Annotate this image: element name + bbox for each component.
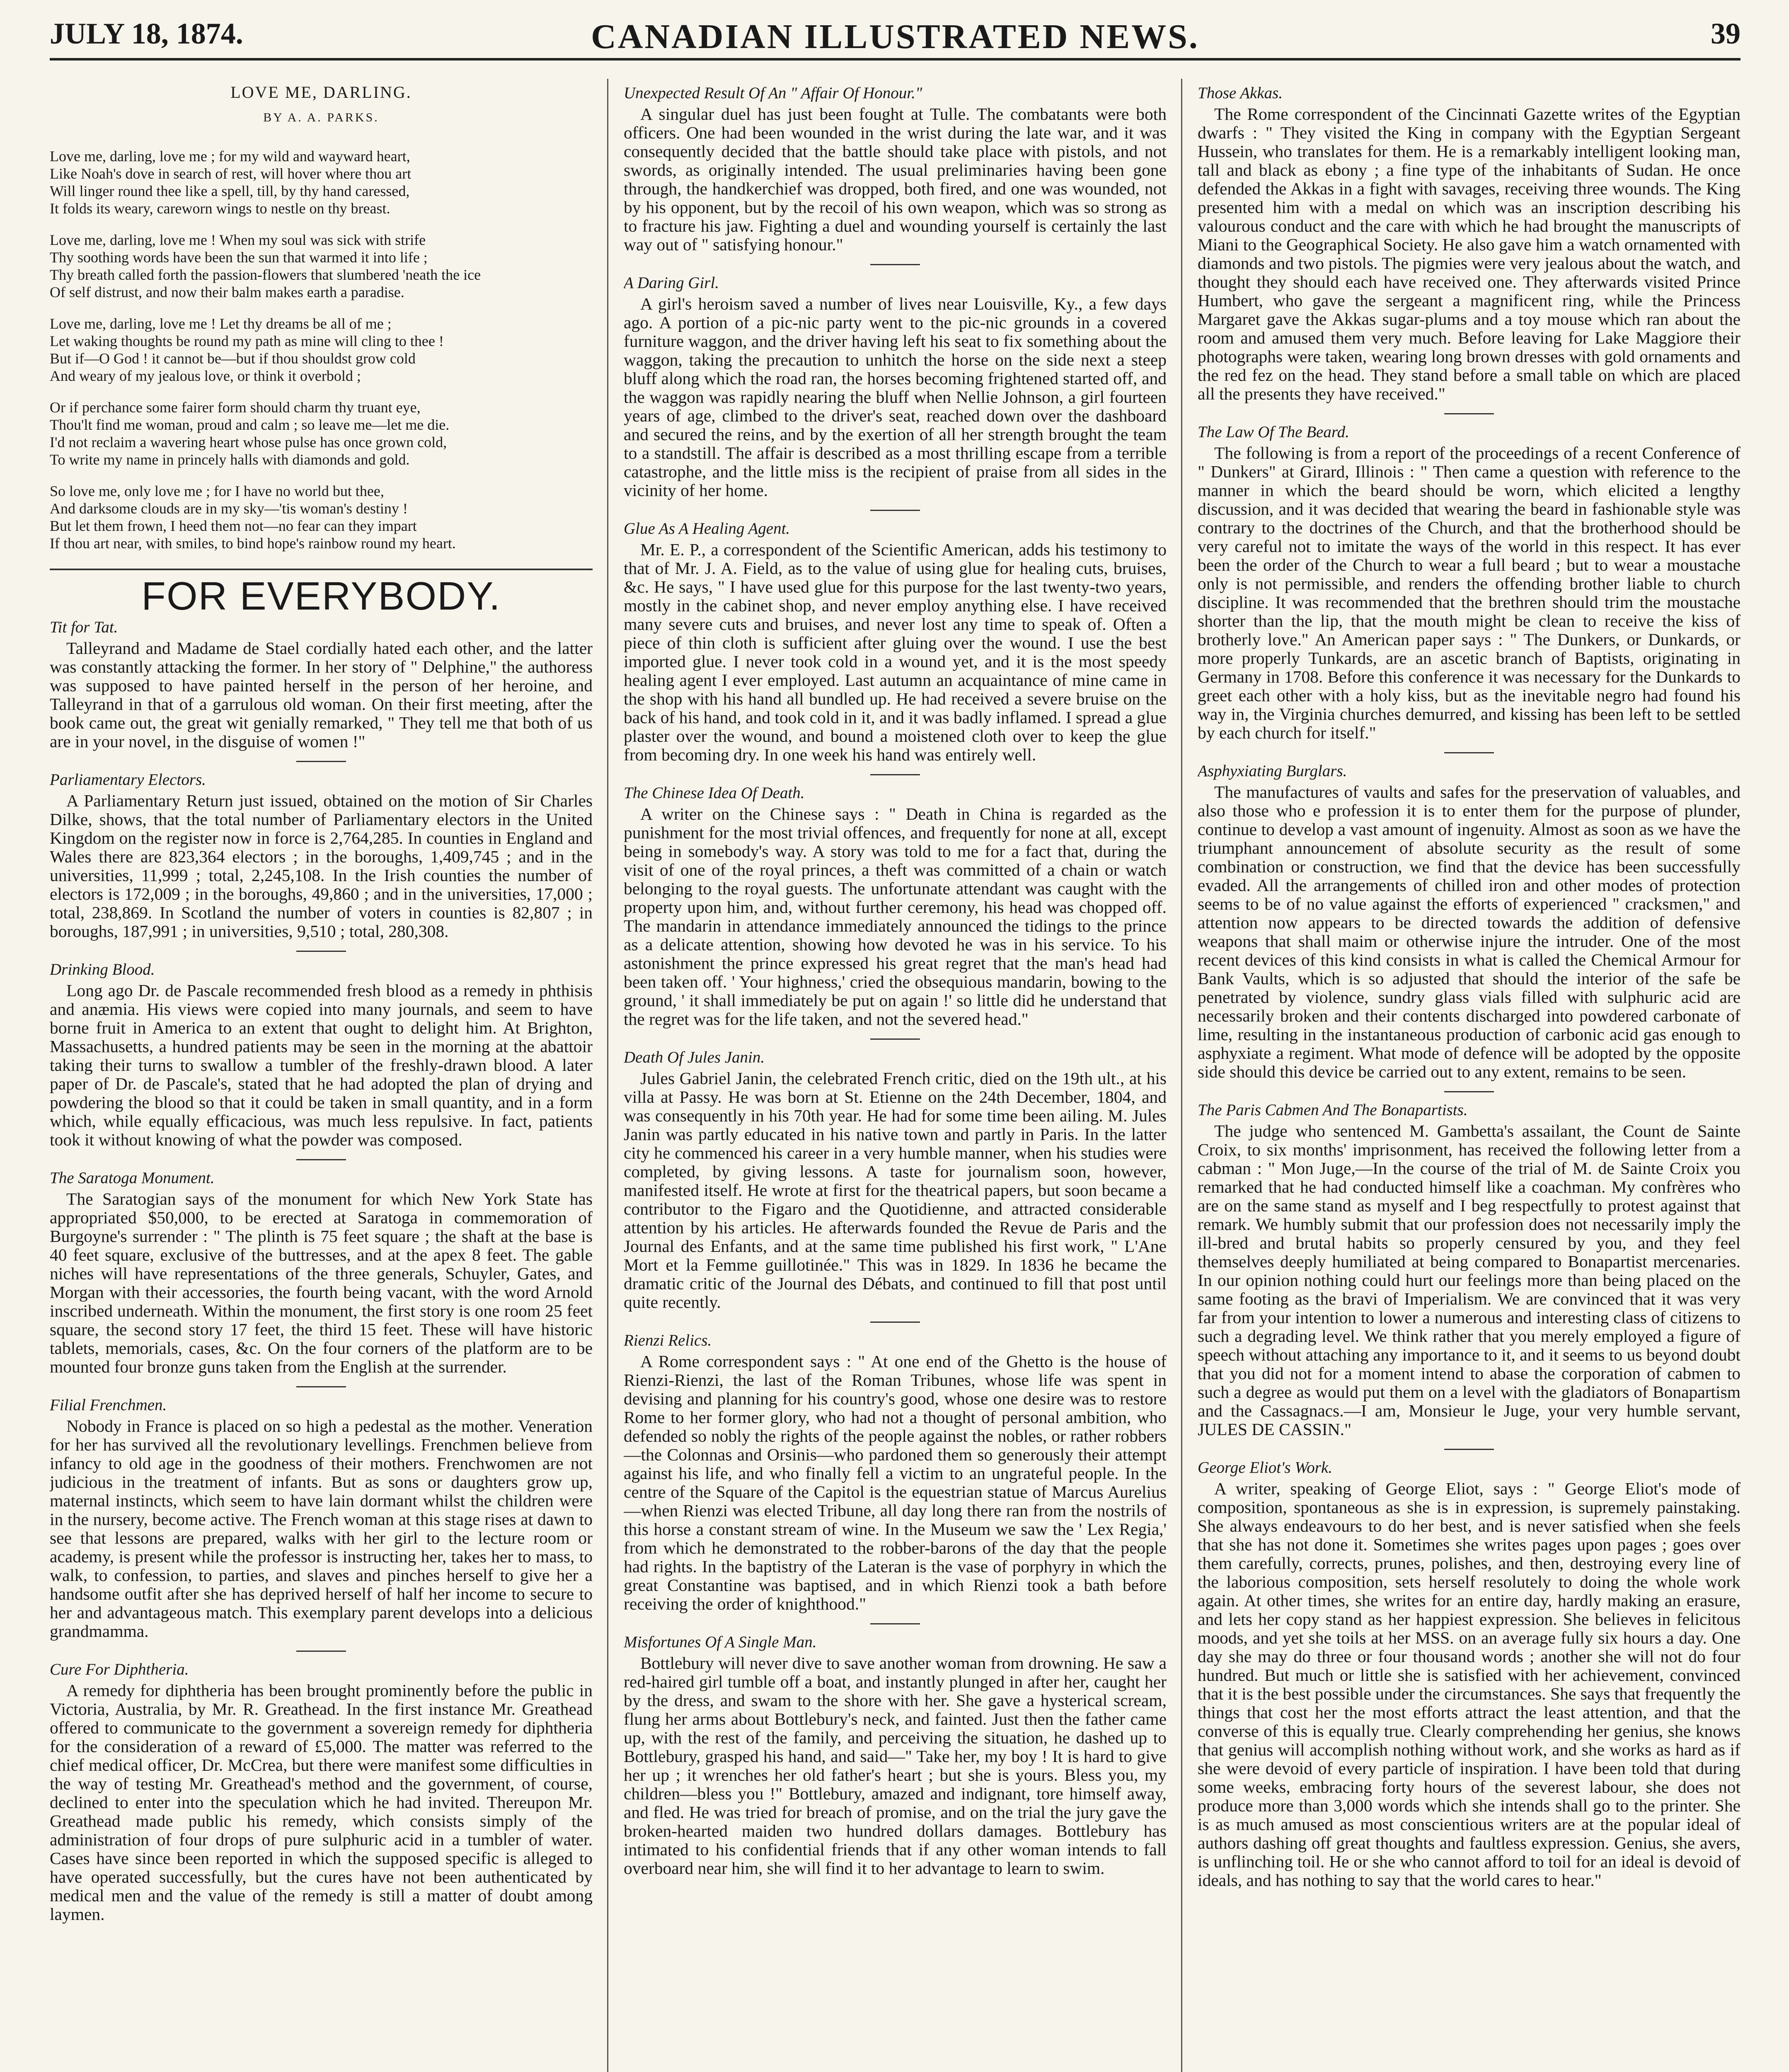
article-separator (870, 264, 920, 265)
poem-stanza (50, 315, 593, 385)
article-title: George Eliot's Work. (1198, 1459, 1333, 1477)
column-divider (1181, 79, 1182, 2072)
poem-stanza (50, 231, 593, 301)
article-title: Cure For Diphtheria. (50, 1661, 189, 1678)
article-list (50, 618, 593, 1924)
article-separator (1444, 752, 1494, 753)
article-separator (870, 1038, 920, 1040)
poem-line: Let waking thoughts be round my path as mine will cling to thee ! (50, 333, 444, 349)
article-body: Bottlebury will never dive to save another woman from drowning. He saw a red-haired girl tumble off a boat, and instantly plunged in after her, caught her by the dress, and swam to the shore with her. She gave a hysterical scream, flung her arms about Bottlebury's neck, and fainted. Just then the father came up, with the rest of the family, and perceiving the situation, he dashed up to Bottlebury, grasped his hand, and said—" Take her, my boy ! It is hard to give her up ; it wrenches her old father's heart ; but she is yours. Bless you, my children—bless you !" Bottlebury, amazed and indignant, tore himself away, and fled. He was tried for breach of promise, and on the trial the jury gave the broken-hearted maiden two hundred dollars damages. Bottlebury has intimated to his confidential friends that if any other woman intends to fall overboard near him, she will find it to her advantage to learn to swim. (624, 1653, 1167, 1878)
column-2 (624, 79, 1167, 2072)
article (624, 519, 1167, 764)
poem-line: Of self distrust, and now their balm makes earth a paradise. (50, 284, 404, 300)
article-title: The Saratoga Monument. (50, 1169, 215, 1187)
article-title: Unexpected Result Of An " Affair Of Honour." (624, 84, 922, 102)
article-title: A Daring Girl. (624, 274, 719, 292)
poem-stanza (50, 148, 593, 217)
article-body: The Saratogian says of the monument for which New York State has appropriated $50,000, to be erected at Saratoga in commemoration of Burgoyne's surrender : " The plinth is 75 feet square ; the shaft at the base is 40 feet square, exclusive of the buttresses, and at the apex 8 feet. The gable niches will have representations of the three generals, Schuyler, Gates, and Morgan with their accessories, the fourth being vacant, with the word Arnold inscribed underneath. Within the monument, the first story is one room 25 feet square, the second story 17 feet, the third 15 feet. These will have historic tablets, memorials, cases, &c. On the four corners of the platform are to be mounted four bronze guns taken from the English at the surrender. (50, 1189, 593, 1376)
poem-line: Like Noah's dove in search of rest, will hover where thou art (50, 165, 412, 182)
article-separator (1444, 1091, 1494, 1092)
article-separator (296, 761, 346, 762)
article-body: Talleyrand and Madame de Stael cordially hated each other, and the latter was constantly attacking the former. In her story of " Delphine," the authoress was supposed to have painted herself in the person of her heroine, and Talleyrand in that of a garrulous old woman. On their first meeting, after the book came out, the great wit genially remarked, " They tell me that both of us are in your novel, in the disguise of women !" (50, 639, 593, 751)
article (1198, 84, 1741, 403)
poem-line: And darksome clouds are in my sky—'tis woman's destiny ! (50, 500, 408, 517)
article-body: Nobody in France is placed on so high a pedestal as the mother. Veneration for her has survived all the revolutionary levellings. Frenchmen believe from infancy to old age in the goodness of their mothers. Frenchwomen are not judicious in the treatment of infants. But as sons or daughters grow up, maternal instincts, which seem to have lain dormant whilst the children were in the nursery, become active. The French woman at this stage rises at dawn to see that lessons are prepared, walks with her girl to the lecture room or academy, is present while the professor is instructing her, takes her to mass, to walk, to confession, to parties, and slaves and pinches herself to give her a handsome outfit after she has deprived herself of half her income to secure to her and advantageous match. This exemplary parent develops into a delicious grandmamma. (50, 1416, 593, 1641)
article-title: Glue As A Healing Agent. (624, 520, 790, 537)
article (624, 784, 1167, 1029)
poem-line: Love me, darling, love me ! When my soul was sick with strife (50, 232, 426, 248)
article-separator (870, 774, 920, 775)
poem-line: It folds its weary, careworn wings to nestle on thy breast. (50, 200, 390, 217)
article-body: The Rome correspondent of the Cincinnati Gazette writes of the Egyptian dwarfs : " They visited the King in company with the Egyptian Sergeant Hussein, who translates for them. He is a remarkably intelligent looking man, tall and black as ebony ; a fine type of the inhabitants of Sudan. He once defended the Akkas in a fight with savages, receiving three wounds. The King presented him with a medal on which was an inscription describing his valourous conduct and the care with which he had brought the manuscripts of Miani to the Geographical Society. He also gave him a watch ornamented with diamonds and two pistols. The pigmies were very jealous about the watch, and thought they should each have received one. They afterwards visited Prince Humbert, who gave the sergeant a magnificent ring, while the Princess Margaret gave the Akkas sugar-plums and a toy mouse which ran about the room and amused them very much. Before leaving for Lake Maggiore their photographs were taken, wearing long brown dresses with gold ornaments and the red fez on the head. They stand before a small table on which are placed all the presents they have received." (1198, 104, 1741, 403)
article-title: Drinking Blood. (50, 961, 155, 978)
poem-line: Thy breath called forth the passion-flowers that slumbered 'neath the ice (50, 266, 481, 283)
article (50, 618, 593, 751)
article-body: The judge who sentenced M. Gambetta's assailant, the Count de Sainte Croix, to six months' imprisonment, has received the following letter from a cabman : " Mon Juge,—In the course of the trial of M. de Sainte Croix you remarked that he had conducted himself like a coachman. My confrères who are on the same stand as myself and I beg respectfully to protest against that remark. We humbly submit that our profession does not necessarily imply the ill-bred and brutal habits so properly censured by you, and they feel themselves deeply humiliated at being compared to Bonapartist mercenaries. In our opinion nothing could hurt our feelings more than being placed on the same footing as the bravi of Imperialism. We are convinced that it was very far from your intention to lower a numerous and interesting class of citizens to such a degrading level. We think rather that you merely employed a figure of speech without attaching any importance to it, and it seems to us beyond doubt that you did not for a moment intend to abase the corporation of cabmen to such a degree as would put them on a level with the gladiators of Bonapartism and the Cassagnacs.—I am, Monsieur le Juge, your very humble servant, JULES DE CASSIN." (1198, 1121, 1741, 1439)
article-separator (296, 1159, 346, 1160)
article-body: The manufactures of vaults and safes for the preservation of valuables, and also those who e profession it is to enter them for the purpose of plunder, continue to develop a vast amount of ingenuity. Almost as soon as we have the triumphant announcement of absolute security as the result of some combination or construction, we find that the device has been successfully evaded. All the arrangements of chilled iron and other modes of protection seems to be of no value against the efforts of experienced " cracksmen," and attention now appears to be directed towards the addition of defensive weapons that shall maim or otherwise injure the intruder. One of the most recent devices of this kind consists in what is called the Chemical Armour for Bank Vaults, which is so adjusted that should the interior of the safe be penetrated by violence, sundry glass vials filled with sulphuric acid are necessarily broken and their contents discharged into powdered carbonate of lime, resulting in the instantaneous production of carbonic acid gas enough to asphyxiate a regiment. What mode of defence will be adopted by the opposite side should this device be carried out to any extent, remains to be seen. (1198, 782, 1741, 1081)
article-body: A singular duel has just been fought at Tulle. The combatants were both officers. One had been wounded in the wrist during the late war, and it was consequently decided that the battle should take place with pistols, and not swords, as originally intended. The usual preliminaries having been gone through, the handkerchief was dropped, both fired, and one was wounded, not by his opponent, but by the recoil of his own weapon, which was so strong as to fracture his jaw. Fighting a duel and wounding yourself is certainly the last way out of " satisfying honour." (624, 104, 1167, 254)
article (50, 1169, 593, 1376)
article (624, 274, 1167, 500)
poem-line: So love me, only love me ; for I have no world but thee, (50, 483, 384, 499)
article-title: Asphyxiating Burglars. (1198, 762, 1347, 780)
article-title: Parliamentary Electors. (50, 771, 206, 789)
article-separator (870, 1623, 920, 1624)
newspaper-title: CANADIAN ILLUSTRATED NEWS. (591, 17, 1199, 56)
poem-line: Thou'lt find me woman, proud and calm ; so leave me—let me die. (50, 416, 450, 433)
article (1198, 423, 1741, 742)
article-body: A Rome correspondent says : " At one end of the Ghetto is the house of Rienzi-Rienzi, the last of the Roman Tribunes, whose life was spent in devising and planning for his country's good, whose one desire was to restore Rome to her former glory, who had not a thought of personal ambition, who defended so nobly the rights of the people against the nobles, or rather robbers—the Colonnas and Orsinis—who pardoned them so generously their attempt against his life, and who finally fell a victim to an ungrateful people. In the centre of the Square of the Capitol is the equestrian statue of Marcus Aurelius—when Rienzi was elected Tribune, all day long there ran from the nostrils of this horse a constant stream of wine. In the Museum we saw the ' Lex Regia,' from which he demonstrated to the robber-barons of the day that the people had rights. In the baptistry of the Lateran is the vase of porphyry in which the great Constantine was baptised, and in which Rienzi took a bath before receiving the order of knighthood." (624, 1352, 1167, 1613)
article-title: Filial Frenchmen. (50, 1396, 167, 1414)
column-3 (1198, 79, 1741, 2072)
poem-title: LOVE ME, DARLING. (230, 83, 412, 102)
article-body: Jules Gabriel Janin, the celebrated French critic, died on the 19th ult., at his villa at Passy. He was born at St. Etienne on the 24th December, 1804, and was consequently in his 70th year. He had for some time been ailing. M. Jules Janin was partly educated in his native town and partly in Paris. In the latter city he commenced his career in a very humble manner, when his studies were completed, by giving lessons. A taste for journalism soon, however, manifested itself. He wrote at first for the theatrical papers, but soon became a contributor to the Figaro and the Quotidienne, and attracted considerable attention by his articles. He afterwards founded the Revue de Paris and the Journal des Enfants, and at the same time published his first work, " L'Ane Mort et la Femme guillotinée." This was in 1829. In 1836 he became the dramatic critic of the Journal des Débats, and continued to fill that post until quite recently. (624, 1069, 1167, 1312)
article-title: The Chinese Idea Of Death. (624, 784, 805, 802)
article-body: A girl's heroism saved a number of lives near Louisville, Ky., a few days ago. A portion of a pic-nic party went to the pic-nic grounds in a covered furniture waggon, and the driver having left his seat to fix something about the waggon, taking the precaution to unhitch the horse on the side next a steep bluff along which the road ran, the horses becoming frightened started off, and the waggon was rapidly nearing the bluff when Nellie Johnson, a girl fourteen years of age, climbed to the driver's seat, reached down over the dashboard and secured the reins, and by the exertion of all her strength brought the team to a standstill. The affair is described as a most thrilling escape from a terrible catastrophe, and the little miss is the recipient of praise from all sides in the vicinity of her home. (624, 294, 1167, 500)
article-body: The following is from a report of the proceedings of a recent Conference of " Dunkers" at Girard, Illinois : " Then came a question with reference to the manner in which the beard should be worn, which elicited a lengthy discussion, and it was decided that wearing the beard in fashionable style was contrary to the doctrines of the Church, and that the brotherhood should be very careful not to imitate the ways of the world in this respect. It has ever been the order of the Church to wear a full beard ; but to wear a moustache only is not permissible, and renders the offending brother liable to church discipline. It was recommended that the brethren should trim the moustache shorter than the lip, that the mouth might be clean to receive the kiss of brotherly love." An American paper says : " The Dunkers, or Dunkards, or more properly Tunkards, are an ascetic branch of Baptists, originating in Germany in 1708. Before this conference it was necessary for the Dunkards to greet each other with a holy kiss, but as the inevitable negro had found his way in, the Virginia churches demurred, and kissing has been left to be settled by each church for itself." (1198, 443, 1741, 742)
article (50, 770, 593, 941)
article (1198, 762, 1741, 1081)
poem-line: Love me, darling, love me ; for my wild and wayward heart, (50, 148, 410, 165)
article-body: A Parliamentary Return just issued, obtained on the motion of Sir Charles Dilke, shows, that the total number of Parliamentary electors in the United Kingdom on the register now in force is 2,764,285. In counties in England and Wales there are 823,364 electors ; in the boroughs, 1,409,745 ; and in the universities, 11,999 ; total, 2,245,108. In the Irish counties the number of electors is 172,009 ; in the boroughs, 49,860 ; and in the universities, 17,000 ; total, 238,869. In Scotland the number of voters in counties is 82,807 ; in boroughs, 187,991 ; in universities, 9,510 ; total, 280,308. (50, 791, 593, 941)
poem-line: Thy soothing words have been the sun that warmed it into life ; (50, 249, 428, 266)
article (1198, 1458, 1741, 1890)
article-body: A writer on the Chinese says : " Death in China is regarded as the punishment for the most trivial offences, and frequently for none at all, except being in somebody's way. A story was told to me for a fact that, during the visit of one of the royal princes, a theft was committed of a chain or watch belonging to the royal guests. The unfortunate attendant was caught with the property upon him, and, without further ceremony, his head was chopped off. The mandarin in attendance immediately announced the tidings to the prince as a delicate attention, showing how devoted he was in his service. To his astonishment the prince expressed his great regret that the man's head had been taken off. ' Your highness,' cried the obsequious mandarin, bowing to the ground, ' it shall immediately be put on again !' so little did he understand that the regret was for the life taken, and not the severed head." (624, 804, 1167, 1029)
issue-date: JULY 18, 1874. (50, 17, 243, 50)
article (1198, 1101, 1741, 1439)
article (624, 1048, 1167, 1312)
poem-line: But let them frown, I heed them not—no fear can they impart (50, 518, 417, 534)
section-heading: FOR EVERYBODY. (50, 569, 593, 605)
article-separator (296, 951, 346, 952)
poem-author: BY A. A. PARKS. (263, 111, 379, 124)
article-separator (870, 1322, 920, 1323)
article-separator (1444, 1449, 1494, 1450)
article-body: A writer, speaking of George Eliot, says : " George Eliot's mode of composition, spontaneous as she is in expression, is supremely painstaking. She always endeavours to do her best, and is never satisfied when she feels that she has not done it. Sometimes she writes pages upon pages ; goes over them carefully, corrects, prunes, polishes, and then, destroying every line of the laborious composition, sets herself resolutely to doing the whole work again. At other times, she writes for an entire day, hardly making an erasure, and lets her copy stand as her happiest expression. She believes in felicitous moods, and yet she toils at her MSS. on an average fully six hours a day. One day she may do three or four thousand words ; another she will not do four hundred. But much or little she is satisfied with her achievement, convinced that it is the best possible under the circumstances. She says that frequently the things that cost her the most efforts attract the least attention, and that the converse of this is equally true. Clearly comprehending her genius, she knows that genius will accomplish nothing without work, and she works as hard as if she were devoid of every particle of inspiration. I have been told that during some weeks, embracing forty hours of the severest labour, she does not produce more than 3,000 words which she intends shall go to the printer. She is as much amused as most conscientious writers are at the popular ideal of authors dashing off great thoughts and faultless expression. Genius, she avers, is unflinching toil. He or she who cannot afford to toil for an ideal is devoid of ideals, and has nothing to say that the world cares to hear." (1198, 1479, 1741, 1890)
poem-line: Will linger round thee like a spell, till, by thy hand caressed, (50, 183, 410, 199)
column-divider (607, 79, 608, 2072)
article-body: A remedy for diphtheria has been brought prominently before the public in Victoria, Australia, by Mr. R. Greathead. In the first instance Mr. Greathead offered to communicate to the government a sovereign remedy for diphtheria for the consideration of a reward of £5,000. The matter was referred to the chief medical officer, Dr. McCrea, but there were manifest some difficulties in the way of testing Mr. Greathead's method and the government, of course, declined to enter into the speculation which he had invited. Thereupon Mr. Greathead made public his remedy, which consists simply of the administration of four drops of pure sulphuric acid in a tumbler of water. Cases have since been reported in which the supposed specific is alleged to have operated successfully, but the cures have not been authenticated by medical men and the value of the remedy is still a matter of doubt among laymen. (50, 1681, 593, 1924)
poem-line: I'd not reclaim a wavering heart whose pulse has once grown cold, (50, 434, 447, 450)
article-list (1198, 84, 1741, 1890)
poem-line: Love me, darling, love me ! Let thy dreams be all of me ; (50, 315, 392, 332)
article-body: Mr. E. P., a correspondent of the Scientific American, adds his testimony to that of Mr. J. A. Field, as to the value of using glue for healing cuts, bruises, &c. He says, " I have used glue for this purpose for the last twenty-two years, mostly in the cabinet shop, and never employ anything else. I have received many severe cuts and bruises, and never lost any time to speak of. Often a piece of thin cloth is sufficient after gluing over the wound. I use the best imported glue. I never took cold in a wound yet, and it is the most speedy healing agent I ever employed. Last autumn an acquaintance of mine came in the shop with his hand all bundled up. He had received a severe bruise on the back of his hand, and took cold in it, and it was badly inflamed. I spread a glue plaster over the wound, and bound a moistened cloth over to keep the glue from becoming dry. In one week his hand was entirely well. (624, 540, 1167, 764)
article-separator (870, 510, 920, 511)
article-separator (296, 1651, 346, 1652)
poem-line: Or if perchance some fairer form should charm thy truant eye, (50, 399, 421, 416)
article (624, 1331, 1167, 1613)
poem-stanza (50, 482, 593, 552)
article-separator (296, 1386, 346, 1387)
article (50, 960, 593, 1149)
article-list (624, 84, 1167, 1878)
article (50, 1660, 593, 1924)
article-title: Those Akkas. (1198, 84, 1283, 102)
poem-line: But if—O God ! it cannot be—but if thou shouldst grow cold (50, 350, 416, 367)
poem-body (50, 148, 593, 552)
article (624, 84, 1167, 254)
article-separator (1444, 413, 1494, 414)
poem-stanza (50, 399, 593, 468)
masthead (50, 17, 1741, 61)
article (624, 1633, 1167, 1878)
poem-line: And weary of my jealous love, or think it overbold ; (50, 368, 361, 384)
article-title: The Paris Cabmen And The Bonapartists. (1198, 1101, 1468, 1119)
poem-line: To write my name in princely halls with diamonds and gold. (50, 451, 410, 468)
article-title: Death Of Jules Janin. (624, 1048, 765, 1066)
article-title: The Law Of The Beard. (1198, 423, 1349, 441)
article-title: Rienzi Relics. (624, 1331, 712, 1349)
article (50, 1396, 593, 1641)
article-title: Misfortunes Of A Single Man. (624, 1633, 817, 1651)
article-body: Long ago Dr. de Pascale recommended fresh blood as a remedy in phthisis and anæmia. His views were copied into many journals, and seem to have borne fruit in America to an extent that ought to delight him. At Brighton, Massachusetts, a hundred patients may be seen in the morning at the abattoir taking their turns to swallow a tumbler of the freshly-drawn blood. A later paper of Dr. de Pascale's, stated that he had adopted the plan of drying and powdering the blood so that it could be taken in small quantity, and in a form which, while equally efficacious, was much less repulsive. In fact, patients took it without knowing of what the powder was composed. (50, 981, 593, 1149)
article-title: Tit for Tat. (50, 618, 118, 636)
column-1 (50, 79, 593, 2072)
page-number: 39 (1711, 17, 1741, 50)
poem-line: If thou art near, with smiles, to bind hope's rainbow round my heart. (50, 535, 456, 552)
